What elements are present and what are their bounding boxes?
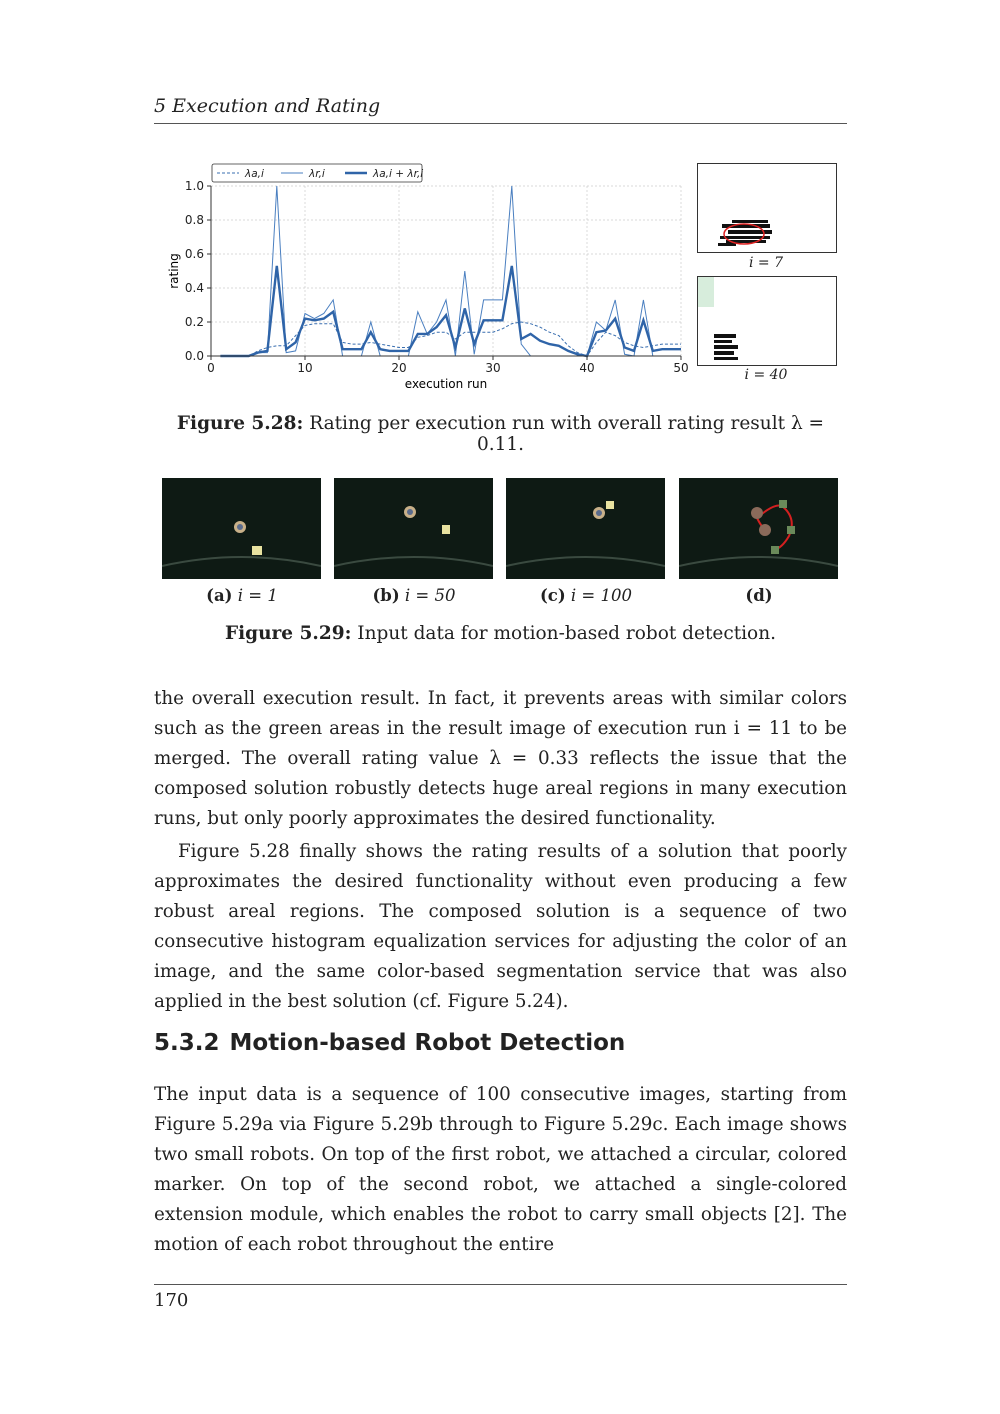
- subfigure-d-label: (d): [745, 586, 773, 605]
- thumb1-caption: i = 7: [748, 255, 783, 271]
- body-text-block-2: [154, 1080, 847, 1260]
- result-thumb-i7: [697, 163, 837, 253]
- page-number: 170: [154, 1290, 189, 1311]
- subfigure-a-value: i = 1: [237, 586, 278, 605]
- section-title: Motion-based Robot Detection: [229, 1030, 626, 1056]
- chart-ylabel: rating: [167, 253, 181, 289]
- x-tick-label: 10: [297, 361, 313, 375]
- x-tick-label: 30: [485, 361, 501, 375]
- result-thumb-i40-image: [698, 277, 836, 365]
- section-number: 5.3.2: [154, 1030, 220, 1056]
- subfigure-c-value: i = 100: [570, 586, 632, 605]
- running-header: 5 Execution and Rating: [154, 95, 381, 117]
- subfigure-a-label: (a): [206, 586, 233, 605]
- subfigure-b-label: (b): [372, 586, 400, 605]
- header-rule: [154, 123, 847, 124]
- subfigure-c-caption: [506, 586, 666, 605]
- rating-chart: [160, 160, 690, 395]
- y-tick-label: 0.4: [184, 281, 204, 295]
- robot-image-b: [334, 478, 493, 579]
- figure-5-29-label: Figure 5.29:: [225, 623, 352, 644]
- y-tick-label: 0.6: [184, 247, 204, 261]
- paragraph-1: the overall execution result. In fact, it prevents areas with similar colors such as the green areas in the result image of execution run i = 11 to be merged. The overall rating value λ = 0.33 reflects the issue that the composed solution robustly detects huge areal regions in many execution runs, but only poorly approximates the desired functionality.: [154, 688, 847, 829]
- footer-rule: [154, 1284, 847, 1285]
- legend-label-1: λr,i: [309, 168, 325, 180]
- figure-5-29-caption: [154, 623, 847, 644]
- y-tick-label: 1.0: [184, 179, 204, 193]
- legend-label-2: λa,i + λr,i: [373, 168, 424, 180]
- paragraph-2: Figure 5.28 finally shows the rating results of a solution that poorly approximates the desired functionality without even producing a few robust areal regions. The composed solution is a sequence of two consecutive histogram equalization services for adjusting the color of an image, and the same color-based segmentation service that was also applied in the best solution (cf. Figure 5.24).: [154, 841, 847, 1012]
- subfigure-d-caption: [679, 586, 839, 605]
- result-thumb-i40: [697, 276, 837, 366]
- x-tick-label: 20: [391, 361, 407, 375]
- y-tick-label: 0.0: [184, 349, 204, 363]
- subfigure-b-caption: [334, 586, 494, 605]
- body-text-block-1: [154, 684, 847, 1017]
- figure-5-28-text: Rating per execution run with overall rating result λ = 0.11.: [309, 413, 825, 455]
- robot-image-c: [506, 478, 665, 579]
- section-heading: [154, 1030, 625, 1056]
- legend-label-0: λa,i: [245, 168, 264, 180]
- chart-xlabel: execution run: [404, 377, 488, 391]
- thumb2-caption: i = 40: [744, 367, 788, 383]
- figure-5-29-text: Input data for motion-based robot detection.: [357, 623, 776, 644]
- chart-legend: [212, 164, 423, 182]
- y-tick-label: 0.8: [184, 213, 204, 227]
- y-tick-label: 0.2: [184, 315, 204, 329]
- subfigure-a-caption: [162, 586, 322, 605]
- paragraph-3: The input data is a sequence of 100 consecutive images, starting from Figure 5.29a via Figure 5.29b through to Figure 5.29c. Each image shows two small robots. On top of the first robot, we attached a circular, colored marker. On top of the second robot, we attached a single-colored extension module, which enables the robot to carry small objects [2]. The motion of each robot throughout the entire: [154, 1084, 847, 1255]
- robot-image-d: [679, 478, 838, 579]
- x-tick-label: 50: [673, 361, 689, 375]
- figure-5-28-label: Figure 5.28:: [176, 413, 304, 434]
- x-tick-label: 0: [207, 361, 215, 375]
- subfigure-b-value: i = 50: [404, 586, 456, 605]
- result-thumb-i7-image: [698, 164, 836, 252]
- subfigure-c-label: (c): [539, 586, 566, 605]
- figure-5-28-caption: [154, 413, 847, 455]
- x-tick-label: 40: [579, 361, 595, 375]
- robot-image-a: [162, 478, 321, 579]
